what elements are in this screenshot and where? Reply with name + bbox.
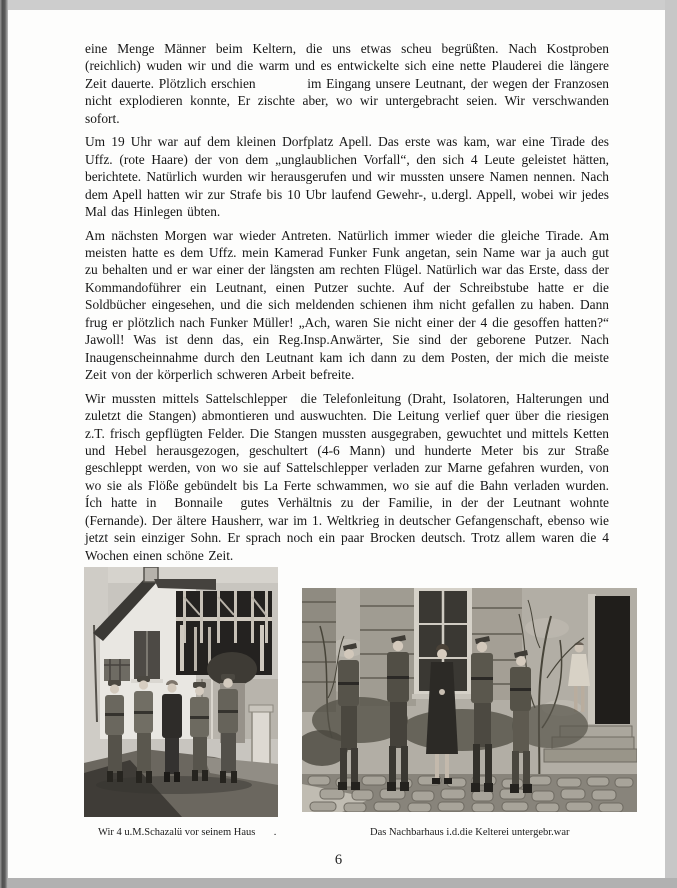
page-edge-left — [0, 0, 8, 888]
left-shutter — [302, 588, 336, 712]
body-text — [85, 40, 609, 570]
photo-caption-right: Das Nachbarhaus i.d.die Kelterei untergebr.war — [370, 827, 570, 838]
paragraph-1: eine Menge Männer beim Keltern, die uns etwas scheu begrüßten. Nach Kostproben (reichlich) wuden wir und die warm und es entwickelte sich eine nette Plauderei die längere Zeit dauerte. Plötzlich erschien im Eingang unsere Leutnant, der wegen der Franzosen nicht explodieren konnte, Er zischte aber, wo wir untergebracht seien. Wir verschwanden sofort. — [85, 41, 609, 126]
photo-soldiers-before-house-image — [84, 567, 278, 817]
page-edge-right — [665, 0, 677, 888]
civilian-figure — [162, 680, 182, 782]
photo-group-neighbor-house-image — [302, 588, 637, 812]
photo-caption-left: Wir 4 u.M.Schazalü vor seinem Haus . — [98, 827, 277, 838]
paragraph-2: Um 19 Uhr war auf dem kleinen Dorfplatz Apell. Das erste was kam, war eine Tirade des Uffz. (rote Haare) der von dem „unglaublichen Vorfall“, den sich 4 Leute geleistet hätten, berichtete. Natürlich wurden wir herausgerufen und wir mussten unsere Namen nennen. Nach dem Apell hatten wir zur Strafe bis 10 Ubr laufend Gewehr-, u.dergl. Appell, wobei wir jedes Mal das Hinlegen übten. — [85, 134, 609, 220]
soldier-figure — [218, 674, 238, 783]
paragraph-4: Wir mussten mittels Sattelschlepper die Telefonleitung (Draht, Isolatoren, Halterungen und zuletzt die Stangen) abmontieren und auswuchten. Die Leitung verlief quer über die riesigen z.T. frisch gepflügten Felder. Die Stangen mussten ausgegraben, gewuchtet und mittels Ketten und Hebel herausgezogen, geschultert (4-6 Mann) und hunderte Meter bis zur Straße geschleppt werden, von wo sie auf Sattelschlepper verladen zur Marne gefahren wurden, von wo sie als Flöße gebündelt bis La Ferte schwammen, wo sie auf die Bahn verladen wurden. Ích hatte in Bonnaile gutes Verhältnis zu der Familie, in der der Leutnant wohnte (Fernande). Der ältere Hausherr, war im 1. Weltkrieg in deutscher Gefangenschaft, ebenso wie jetzt sein einziger Sohn. Er sprach noch ein paar Brocken deutsch. Trotz allem waren die 4 Wochen einen schöne Zeit. — [85, 390, 609, 563]
paragraph-3: Am nächsten Morgen war wieder Antreten. Natürlich immer wieder die gleiche Tirade. Am meisten hatte es dem Uffz. mein Kamerad Funker Funk angetan, sein Name war ja auch gut zu behalten und er war einer der längsten am rechten Flügel. Natürlich war das Erste, dass der Kommandoführer ein Leutnant, einen Putzer suchte. Auf der Schreibstube hatte er die Soldbücher eingesehen, und die sich meldenden schienen ihm nicht gefallen zu haben. Dann frug er plötzlich nach Funker Müller! „Ach, waren Sie nicht einer der 4 die gesoffen hatten?“ Jawoll! Was ist denn das, ein Reg.Insp.Anwärter, Sie sind der geborene Putzer. Nach Inaugenscheinnahme durch den Leutnant kam ich dann zu dem Posten, der mich die meiste Zeit von der körperlich schweren Arbeit befreite. — [85, 227, 609, 383]
page-edge-top — [6, 0, 677, 10]
photo-group-neighbor-house — [302, 588, 637, 812]
photo-soldiers-before-house — [84, 567, 278, 817]
page-number: 6 — [334, 852, 343, 868]
page-edge-bottom — [6, 878, 677, 888]
